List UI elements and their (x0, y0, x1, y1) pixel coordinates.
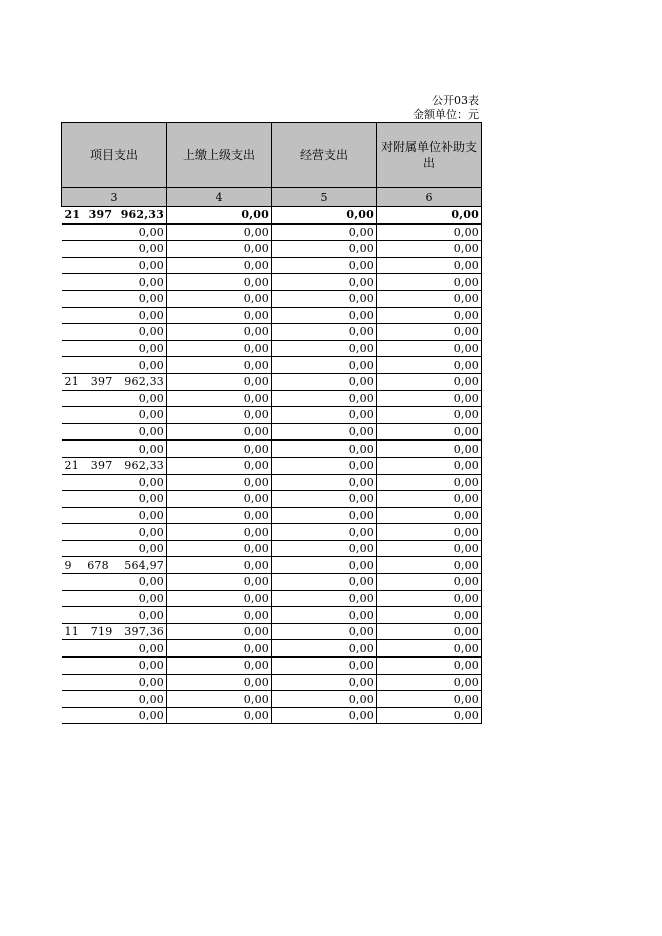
table-row (62, 207, 482, 224)
table-cell: 11 719 397,36 (62, 623, 167, 640)
table-cell: 0,00 (167, 457, 272, 474)
table-cell: 0,00 (272, 707, 377, 724)
table-cell: 0,00 (62, 290, 167, 307)
table-cell: 0,00 (62, 241, 167, 258)
table-row (62, 524, 482, 541)
table-cell: 0,00 (62, 674, 167, 691)
table-cell: 0,00 (272, 241, 377, 258)
table-cell: 0,00 (377, 507, 482, 524)
table-cell: 0,00 (377, 241, 482, 258)
column-number: 5 (272, 188, 377, 207)
table-cell: 0,00 (167, 257, 272, 274)
table-cell: 0,00 (62, 640, 167, 657)
table-cell: 0,00 (272, 557, 377, 574)
table-row (62, 357, 482, 374)
column-number: 6 (377, 188, 482, 207)
table-cell: 0,00 (62, 324, 167, 341)
table-row (62, 540, 482, 557)
table-row (62, 457, 482, 474)
table-row (62, 241, 482, 258)
table-cell: 21 397 962,33 (62, 373, 167, 390)
table-cell: 21 397 962,33 (62, 457, 167, 474)
table-cell: 0,00 (167, 640, 272, 657)
table-row (62, 257, 482, 274)
table-cell: 0,00 (272, 340, 377, 357)
header-subsidy-to-affiliates: 对附属单位补助支出 (377, 123, 482, 188)
table-row (62, 557, 482, 574)
table-cell: 0,00 (167, 307, 272, 324)
table-cell: 0,00 (167, 707, 272, 724)
table-cell: 0,00 (62, 574, 167, 591)
table-cell: 0,00 (167, 407, 272, 424)
table-cell: 0,00 (272, 357, 377, 374)
table-cell: 0,00 (62, 540, 167, 557)
table-cell: 0,00 (377, 674, 482, 691)
table-cell: 0,00 (272, 623, 377, 640)
table-cell: 0,00 (167, 357, 272, 374)
table-cell: 0,00 (377, 340, 482, 357)
table-row (62, 507, 482, 524)
table-cell: 0,00 (272, 274, 377, 291)
table-cell: 0,00 (167, 524, 272, 541)
table-row (62, 607, 482, 624)
table-cell: 0,00 (272, 224, 377, 241)
table-row (62, 407, 482, 424)
table-row (62, 290, 482, 307)
table-cell: 0,00 (167, 373, 272, 390)
table-row (62, 691, 482, 708)
table-row (62, 373, 482, 390)
table-cell: 0,00 (377, 524, 482, 541)
table-cell: 0,00 (167, 390, 272, 407)
table-cell: 0,00 (272, 290, 377, 307)
table-cell: 0,00 (377, 607, 482, 624)
table-cell: 0,00 (167, 590, 272, 607)
table-cell: 0,00 (377, 640, 482, 657)
table-cell: 0,00 (62, 607, 167, 624)
table-cell: 0,00 (62, 257, 167, 274)
table-row (62, 590, 482, 607)
table-row (62, 307, 482, 324)
table-row (62, 224, 482, 241)
table-cell: 0,00 (62, 440, 167, 457)
table-cell: 0,00 (377, 407, 482, 424)
table-cell: 0,00 (377, 257, 482, 274)
table-cell: 0,00 (377, 457, 482, 474)
table-cell: 0,00 (377, 440, 482, 457)
table-cell: 0,00 (377, 590, 482, 607)
table-row (62, 491, 482, 508)
table-cell: 0,00 (377, 307, 482, 324)
table-cell: 0,00 (272, 373, 377, 390)
table-cell: 0,00 (377, 491, 482, 508)
column-number: 4 (167, 188, 272, 207)
table-cell: 0,00 (272, 324, 377, 341)
expenditure-table (61, 122, 482, 724)
table-cell: 0,00 (272, 574, 377, 591)
table-cell: 0,00 (167, 274, 272, 291)
table-row (62, 623, 482, 640)
table-row (62, 674, 482, 691)
table-cell: 0,00 (272, 691, 377, 708)
table-cell: 0,00 (377, 623, 482, 640)
table-cell: 0,00 (272, 440, 377, 457)
table-row (62, 340, 482, 357)
table-cell: 0,00 (62, 407, 167, 424)
table-cell: 0,00 (167, 623, 272, 640)
table-cell: 0,00 (272, 491, 377, 508)
table-cell: 0,00 (377, 657, 482, 674)
table-cell: 0,00 (62, 507, 167, 524)
table-cell: 0,00 (167, 241, 272, 258)
table-cell: 0,00 (377, 390, 482, 407)
table-cell: 0,00 (377, 290, 482, 307)
table-cell: 0,00 (167, 691, 272, 708)
table-row (62, 574, 482, 591)
table-cell: 0,00 (272, 207, 377, 224)
table-cell: 0,00 (272, 590, 377, 607)
table-cell: 0,00 (62, 524, 167, 541)
table-cell: 0,00 (272, 257, 377, 274)
table-cell: 0,00 (167, 491, 272, 508)
table-cell: 0,00 (377, 423, 482, 440)
column-number: 3 (62, 188, 167, 207)
table-cell: 0,00 (272, 607, 377, 624)
table-body (62, 207, 482, 724)
table-cell: 0,00 (167, 540, 272, 557)
table-cell: 0,00 (272, 674, 377, 691)
table-cell: 0,00 (62, 423, 167, 440)
table-cell: 0,00 (62, 357, 167, 374)
table-cell: 9 678 564,97 (62, 557, 167, 574)
table-row (62, 390, 482, 407)
table-cell: 0,00 (167, 324, 272, 341)
table-cell: 0,00 (167, 507, 272, 524)
table-cell: 21 397 962,33 (62, 207, 167, 224)
table-cell: 0,00 (377, 207, 482, 224)
table-cell: 0,00 (377, 540, 482, 557)
table-cell: 0,00 (167, 574, 272, 591)
table-cell: 0,00 (62, 340, 167, 357)
table-cell: 0,00 (167, 340, 272, 357)
table-cell: 0,00 (272, 307, 377, 324)
table-cell: 0,00 (272, 423, 377, 440)
table-cell: 0,00 (377, 574, 482, 591)
table-cell: 0,00 (62, 474, 167, 491)
table-cell: 0,00 (272, 457, 377, 474)
table-cell: 0,00 (272, 640, 377, 657)
header-remit-to-superior: 上缴上级支出 (167, 123, 272, 188)
table-cell: 0,00 (377, 691, 482, 708)
table-cell: 0,00 (377, 557, 482, 574)
table-cell: 0,00 (62, 491, 167, 508)
table-cell: 0,00 (272, 540, 377, 557)
table-cell: 0,00 (62, 590, 167, 607)
table-cell: 0,00 (272, 474, 377, 491)
table-cell: 0,00 (272, 407, 377, 424)
table-row (62, 640, 482, 657)
table-cell: 0,00 (62, 657, 167, 674)
table-cell: 0,00 (167, 674, 272, 691)
table-cell: 0,00 (377, 274, 482, 291)
table-cell: 0,00 (272, 390, 377, 407)
table-row (62, 423, 482, 440)
table-cell: 0,00 (62, 274, 167, 291)
header-project-expenditure: 项目支出 (62, 123, 167, 188)
table-cell: 0,00 (272, 657, 377, 674)
table-row (62, 440, 482, 457)
table-cell: 0,00 (272, 507, 377, 524)
table-row (62, 324, 482, 341)
table-cell: 0,00 (377, 474, 482, 491)
currency-unit-label: 金额单位：元 (413, 108, 479, 121)
table-cell: 0,00 (167, 440, 272, 457)
table-row (62, 707, 482, 724)
table-cell: 0,00 (167, 607, 272, 624)
table-cell: 0,00 (62, 390, 167, 407)
table-row (62, 657, 482, 674)
table-cell: 0,00 (377, 324, 482, 341)
header-operating-expenditure: 经营支出 (272, 123, 377, 188)
table-cell: 0,00 (167, 657, 272, 674)
table-cell: 0,00 (62, 307, 167, 324)
table-cell: 0,00 (167, 224, 272, 241)
table-cell: 0,00 (377, 373, 482, 390)
table-row (62, 474, 482, 491)
table-cell: 0,00 (167, 423, 272, 440)
table-cell: 0,00 (167, 557, 272, 574)
form-code: 公开03表 (432, 94, 479, 107)
table-cell: 0,00 (62, 691, 167, 708)
table-cell: 0,00 (62, 224, 167, 241)
table-row (62, 274, 482, 291)
table-cell: 0,00 (272, 524, 377, 541)
table-cell: 0,00 (167, 474, 272, 491)
table-cell: 0,00 (377, 707, 482, 724)
table-cell: 0,00 (377, 357, 482, 374)
table-cell: 0,00 (62, 707, 167, 724)
table-cell: 0,00 (377, 224, 482, 241)
table-cell: 0,00 (167, 290, 272, 307)
table-cell: 0,00 (167, 207, 272, 224)
